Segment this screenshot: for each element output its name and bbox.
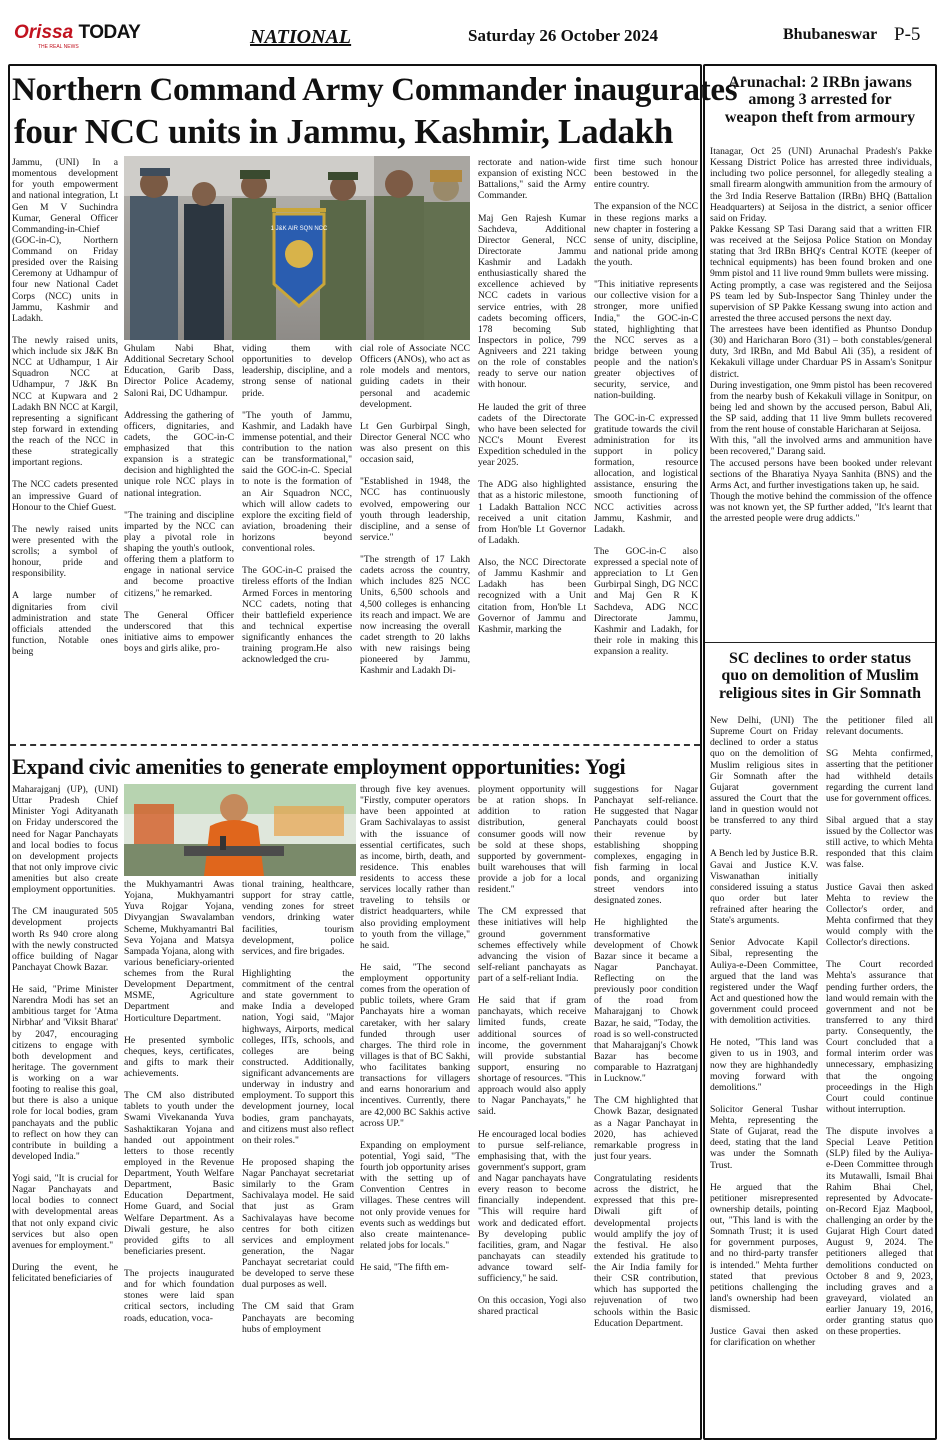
paragraph: Justice Gavai then asked Mehta to review the Collector's order, and Mehta confirmed that they would comply with the Collector's directions.	[826, 881, 933, 949]
article1-col6	[594, 157, 698, 742]
headline-line: Arunachal: 2 IRBn jawans	[728, 74, 912, 91]
paragraph: He lauded the grit of three cadets of the Directorate who have been selected for NCC's Mount Everest Expedition scheduled in the year 2025.	[478, 401, 586, 469]
paragraph: The GOC-in-C praised the tireless efforts of the Indian Armed Forces in mentoring NCC cadets, noting that their battlefield experience and technical expertise significantly enhances the training program.He also acknowledged the cru-	[242, 565, 352, 666]
paragraph: Also, the NCC Directorate of Jammu Kashmir and Ladakh has been recognized with a Unit citation from, Hon'ble Lt Governor of Jammu and Kashmir, marking the	[478, 557, 586, 635]
article2-headline	[707, 74, 933, 126]
paragraph: A large number of dignitaries from civil administration and state officials attended the function, Notable ones being	[12, 590, 118, 657]
paragraph: Ghulam Nabi Bhat, Additional Secretary School Education, Garib Dass, Director Police Academy, Saloni Rai, DC Udhampur.	[124, 343, 234, 399]
paragraph: Lt Gen Gurbirpal Singh, Director General NCC who was also present on this occasion said,	[360, 420, 470, 466]
paragraph: Acting promptly, a case was registered and the Seijosa PS team led by Sub-Inspector Sang Thinley under the supervision of SP Pakke Kessang swung into action and arrested the three accused persons the next day.	[710, 279, 932, 324]
paragraph: tional training, healthcare, support for stray cattle, vending zones for street vendors, drinking water facilities, tourism development, police services, and fire brigades.	[242, 879, 354, 957]
paragraph: The newly raised units, which include six J&K Bn NCC at Udhampur, 1 Air Squadron NCC at Udhampur, 7 J&K Bn NCC at Kupwara and 2 Ladakh BN NCC at Kargil, representing a significant step forward in extending the reach of the NCC in these strategically important regions.	[12, 334, 118, 469]
article4-col2	[124, 879, 234, 1439]
paragraph: cial role of Associate NCC Officers (ANOs), who act as role models and mentors, guiding cadets in their personal and academic development.	[360, 343, 470, 410]
paragraph: Solicitor General Tushar Mehta, representing the State of Gujarat, read the deed, stating that the land was under the Somnath Trust.	[710, 1103, 818, 1171]
paragraph: The GOC-in-C also expressed a special note of appreciation to Lt Gen Gurbirpal Singh, DG NCC and Maj Gen R K Sachdeva, ADG NCC Directorate Jammu, Kashmir and Ladakh, for their role in making this expansion a reality.	[594, 545, 698, 657]
page-number: P-5	[894, 24, 921, 45]
paragraph: The CM said that Gram Panchayats are becoming hubs of employment	[242, 1301, 354, 1335]
headline-line: religious sites in Gir Somnath	[718, 684, 922, 702]
masthead	[8, 22, 937, 62]
paragraph: He said that if gram panchayats, which receive limited funds, create additional sources of income, the government will provide substantial support, ensuring no shortage of resources. "This approach would also apply to Nagar Panchayats," he said.	[478, 995, 586, 1118]
paragraph: Addressing the gathering of officers, dignitaries, and cadets, the GOC-in-C emphasized that this expansion is a strategic decision and highlighted the unique role NCC plays in national integration.	[124, 409, 234, 499]
article1-col2	[124, 343, 234, 742]
paragraph: Maj Gen Rajesh Kumar Sachdeva, Additional Director General, NCC Directorate Jammu Kashmir and Ladakh enthusiastically shared the excellence achieved by NCC cadets in various service entries, with 28 cadets becoming officers, 178 becoming Sub Inspectors in police, 799 Agniveers and 221 taking on the role of constables ready to serve our nation with honour.	[478, 212, 586, 391]
paragraph: He said, "The second employment opportunity comes from the operation of public toilets, where Gram Panchayats hire a woman caretaker, with her salary funded through user charges. The third role in villages is that of BC Sakhi, who facilitates banking transactions for villagers and earns honorarium and incentives. Currently, there are 42,000 BC Sakhis active across UP."	[360, 961, 470, 1129]
paragraph: first time such honour been bestowed in the entire country.	[594, 157, 698, 191]
paragraph: During investigation, one 9mm pistol has been recovered from the nearby bush of Kekakuli village in Sonitpur, on being led and shown by the accused person, Babul Ali, the SP said, adding that 11 live 9mm bullets recovered from the rent house of constable Haricharan at Seijosa.	[710, 379, 932, 436]
paragraph: He said, "Prime Minister Narendra Modi has set an ambitious target for 'Atma Nirbhar' and 'Viksit Bharat' by 2047, encouraging citizens to engage with both development and heritage. The government is working on a war footing to realise this goal, but there is also a unique role for local bodies, gram panchayats and the public to reflect on how they can contribute in building a developed India."	[12, 984, 118, 1162]
paragraph: During the event, he felicitated beneficiaries of	[12, 1261, 118, 1284]
logo-today: TODAY	[78, 22, 141, 43]
section-title: NATIONAL	[250, 26, 352, 48]
article4-col6	[594, 784, 698, 1439]
paragraph: Yogi said, "It is crucial for Nagar Panchayats and local bodies to connect with developmental areas that not only expand civic services but also open avenues for employment."	[12, 1173, 118, 1251]
paragraph: New Delhi, (UNI) The Supreme Court on Friday declined to order a status quo on the demolition of Muslim religious sites in Gir Somnath after the Gujarat government assured the Court that the land in question would not be transferred to any third party.	[710, 715, 818, 838]
logo-orissa: Orissa	[14, 22, 74, 43]
paragraph: With this, "all the involved arms and ammunition have been recovered," Darang said.	[710, 435, 932, 458]
paragraph: Sibal argued that a stay issued by the Collector was still active, to which Mehta responded that this claim was false.	[826, 814, 933, 871]
article1-headline-line2: four NCC units in Jammu, Kashmir, Ladakh	[14, 112, 673, 151]
paragraph: He highlighted the transformative development of Chowk Bazar since it became a Nagar Panchayat. Reflecting on the previously poor condition of the road from Maharajganj to Chowk Bazar, he said, "Today, the road is so well-constructed that Maharajganj's Chowk Bazar has become comparable to Hazratganj in Lucknow."	[594, 917, 698, 1085]
paragraph: ployment opportunity will be at ration shops. In addition to ration distribution, general consumer goods will now be sold at these shops, supported by government-built warehouses that will provide a job for a local resident."	[478, 784, 586, 896]
paragraph: "This initiative represents our collective vision for a stronger, more unified India," the GOC-in-C stated, highlighting that the NCC serves as a bridge between young people and the nation's greater objectives of security, service, and nation-building.	[594, 279, 698, 402]
paragraph: On this occasion, Yogi also shared practical	[478, 1295, 586, 1318]
article3-col1	[710, 715, 818, 1437]
paragraph: "The strength of 17 Lakh cadets across the country, which includes 825 NCC Units, 6,500 schools and 4,500 colleges is enhancing its reach and impact. We are now increasing the overall cadet strength to 20 lakhs with new raisings being pioneered by Jammu, Kashmir and Ladakh Di-	[360, 554, 470, 677]
article1-col5	[478, 157, 586, 742]
paragraph: The Court recorded Mehta's assurance that pending further orders, the land would remain with the government and not be transferred to any third party. Consequently, the Court concluded that a formal interim order was unnecessary, emphasizing that the ongoing proceedings in the High Court could continue without interruption.	[826, 959, 933, 1115]
paragraph: He presented symbolic cheques, keys, certificates, and gifts to mark their achievements.	[124, 1034, 234, 1079]
article1-col3	[242, 343, 352, 742]
article4-col1	[12, 784, 118, 1439]
paragraph: He noted, "This land was given to us in 1903, and now they are highhandedly moving forward with demolitions."	[710, 1037, 818, 1093]
paragraph: through five key avenues. "Firstly, computer operators have been appointed at Gram Sachivalayas to assist with the issuance of essential certificates, such as income, birth, death, and residence. This enables residents to access these services locally rather than traveling to tehsils or district headquarters, while also providing employment to youth from the village," he said.	[360, 784, 470, 951]
paragraph: The CM highlighted that Chowk Bazar, designated as a Nagar Panchayat in 2020, has achieved remarkable progress in just four years.	[594, 1095, 698, 1162]
paragraph: the Mukhyamantri Awas Yojana, Mukhyamantri Yuva Rojgar Yojana, Divyangjan Swavalamban Scheme, Mukhyamantri Bal Seva Yojana and Matsya Sampada Yojana, along with various beneficiary-oriented schemes from the Rural Development Department, MSME, Agriculture Department and Horticulture Department.	[124, 879, 234, 1024]
paragraph: "The training and discipline imparted by the NCC can play a pivotal role in shaping the youth's outlook, offering them a platform to engage in national service and become proactive citizens," he remarked.	[124, 509, 234, 599]
paragraph: viding them with opportunities to develop leadership, discipline, and a strong sense of national pride.	[242, 343, 352, 399]
paragraph: SG Mehta confirmed, asserting that the petitioner had withheld details regarding the current land use for government offices.	[826, 748, 933, 804]
edition-city: Bhubaneswar	[783, 26, 878, 43]
paragraph: Justice Gavai then asked for clarification on whether	[710, 1326, 818, 1349]
paragraph: The newly raised units were presented with the scrolls; a symbol of honour, pride and responsibility.	[12, 523, 118, 580]
yogi-event-illustration	[124, 784, 356, 876]
paragraph: Highlighting the commitment of the central and state government to make India a developed nation, Yogi said, "Major highways, Airports, medical colleges, IITs, schools, and colleges are being constructed. Additionally, significant advancements are underway in industry and employment. To support this development journey, local bodies, gram panchayats, and citizens must also reflect on their roles."	[242, 967, 354, 1146]
article1-col1	[12, 157, 118, 742]
article-divider	[10, 744, 700, 746]
paragraph: The CM expressed that these initiatives will help ground government schemes effectively while advancing the vision of self-reliant panchayats as part of a self-reliant India.	[478, 906, 586, 984]
paragraph: The accused persons have been booked under relevant sections of the Bharatiya Nyaya Sanhita (BNS) and the Arms Act, and further investigations taken up, he said.	[710, 457, 932, 491]
paragraph: Congratulating residents across the district, he expressed that this pre-Diwali gift of developmental projects would amplify the joy of the festival. He also extended his gratitude to the Air India family for their CSR contribution, which has supported the rejuvenation of two schools within the Basic Education Department.	[594, 1173, 698, 1329]
paragraph: The dispute involves a Special Leave Petition (SLP) filed by the Auliya-e-Deen Committee through its Mutawalli, Ismail Bhai Rahim Bhai Chel, represented by Advocate-on-Record Ejaz Maqbool, challenging an order by the Gujarat High Court dated August 9, 2024. The petitioners alleged that demolitions conducted on October 8 and 9, 2023, including graves and a graveyard, violated an earlier January 19, 2016, order granting status quo on these properties.	[826, 1126, 933, 1338]
paragraph: He encouraged local bodies to pursue self-reliance, emphasising that, with the government's support, gram and Nagar panchayats have every reason to become financially independent. "This will require hard work and dedicated effort. By developing public facilities, gram, and Nagar panchayats can steadily advance toward self-sufficiency," he said.	[478, 1128, 586, 1285]
headline-line: among 3 arrested for	[748, 91, 892, 109]
paragraph: The CM inaugurated 505 development projects worth Rs 940 crore along with the newly constructed office building of Nagar Panchayat Chowk Bazar.	[12, 906, 118, 973]
ncc-ceremony-photo	[124, 156, 470, 340]
paragraph: the petitioner filed all relevant documents.	[826, 715, 933, 738]
paragraph: A Bench led by Justice B.R. Gavai and Justice K.V. Viswanathan initially considered issuing a status quo order but later refrained after hearing the State's arguments.	[710, 848, 818, 927]
paragraph: suggestions for Nagar Panchayat self-reliance. He suggested that Nagar Panchayats could boost their revenue by establishing shopping complexes, engaging in fish farming in local ponds, and organizing street vendors into designated zones.	[594, 784, 698, 907]
paragraph: Expanding on employment potential, Yogi said, "The fourth job opportunity arises with the setting up of Convention Centres in villages. These centres will not only provide venues for events such as weddings but also create maintenance-related jobs for locals."	[360, 1139, 470, 1251]
paragraph: Maharajganj (UP), (UNI) Uttar Pradesh Chief Minister Yogi Adityanath on Friday underscored the need for Nagar Panchayats and local bodies to focus on development projects that not only improve civic amenities but also create employment opportunities.	[12, 784, 118, 896]
paragraph: The General Officer underscored that this initiative aims to empower boys and girls alike, pro-	[124, 609, 234, 654]
article2-body	[710, 146, 932, 640]
article1-headline-line1: Northern Command Army Commander inaugurates	[12, 72, 738, 108]
paragraph: The GOC-in-C expressed gratitude towards the civil administration for its support in policy formation, resource allocation, and logistical assistance, ensuring the smooth functioning of NCC activities across Jammu, Kashmir, and Ladakh.	[594, 412, 698, 535]
paragraph: rectorate and nation-wide expansion of existing NCC Battalions," said the Army Commander.	[478, 157, 586, 202]
issue-date: Saturday 26 October 2024	[468, 26, 658, 45]
article4-col3	[242, 879, 354, 1439]
paragraph: Though the motive behind the commission of the offence was not known yet, the SP further added, "It's learnt that the arrested people were drug addicts."	[710, 490, 932, 525]
paragraph: The ADG also highlighted that as a historic milestone, 1 Ladakh Battalion NCC received a unit citation from Hon'ble Lt Governor of Ladakh.	[478, 479, 586, 546]
paragraph: "Established in 1948, the NCC has continuously evolved, empowering our youth through leadership, discipline, and a sense of service."	[360, 476, 470, 543]
paragraph: The expansion of the NCC in these regions marks a new chapter in fostering a sense of unity, discipline, and national pride among the youth.	[594, 201, 698, 268]
yogi-event-photo	[124, 784, 356, 876]
article4-headline: Expand civic amenities to generate employment opportunities: Yogi	[12, 754, 626, 779]
headline-line: weapon theft from armoury	[724, 108, 916, 126]
paragraph: He argued that the petitioner misrepresented ownership details, pointing out, "This land is with the Somnath Trust; it is used for government purposes, and no third-party transfer is intended." Mehta further stated that previous petitions challenging the land's ownership had been dismissed.	[710, 1181, 818, 1315]
paragraph: Senior Advocate Kapil Sibal, representing the Auliya-e-Deen Committee, argued that the land was registered under the Waqf Act and questioned how the government could proceed with demolition activities.	[710, 937, 818, 1027]
newspaper-logo	[14, 22, 140, 44]
paragraph: Pakke Kessang SP Tasi Darang said that a written FIR was received at the Seijosa Police Station on Monday stating that 3rd IRBn BHQ's Central KOTE (keeper of technical equipments) has been found broken and one 9mm pistol and 11 live round 9mm bullets were missing.	[710, 223, 932, 280]
paragraph: The CM also distributed tablets to youth under the Swami Vivekananda Yuva Sashaktikaran Yojana and handed out appointment letters to those recently employed in the Revenue Department, Youth Welfare Department, Basic Education Department, Home Guard, and Social Welfare Department. As a Diwali gesture, he also provided gifts to all beneficiaries present.	[124, 1090, 234, 1257]
paragraph: The NCC cadets presented an impressive Guard of Honour to the Chief Guest.	[12, 479, 118, 513]
article1-col4	[360, 343, 470, 742]
article4-col4	[360, 784, 470, 1439]
banner-text: 1 J&K AIR SQN NCC	[270, 226, 328, 232]
article4-col5	[478, 784, 586, 1439]
side-article-divider	[705, 642, 935, 643]
paragraph: The arrestees have been identified as Phuntso Dondup (30) and Haricharan Boro (31) – both constables/general duty, 3rd IRBn, and Md Babul Ali (35), a resident of Kekakuli village under Charduar PS in Assam's Sonitpur district.	[710, 324, 932, 380]
paragraph: He said, "The fifth em-	[360, 1262, 449, 1273]
logo-tagline: THE REAL NEWS	[38, 44, 79, 50]
paragraph: He proposed shaping the Nagar Panchayat secretariat similarly to the Gram Sachivalaya model. He said that just as Gram Sachivalayas have become centres for both citizen services and employment generation, the Nagar Panchayat secretariat could be developed to serve these dual purposes as well.	[242, 1156, 354, 1291]
paragraph: Itanagar, Oct 25 (UNI) Arunachal Pradesh's Pakke Kessang District Police has arrested three individuals, including two police personnel, for allegedly stealing a small firearm alongwith ammunition from the armoury of the 3rd India Reserve Battalion (IRBn) BHQ (Battalion Headquarters) at Seijosa in the district, a senior officer said on Friday.	[710, 146, 932, 224]
article3-col2	[826, 715, 933, 1437]
paragraph: "The youth of Jammu, Kashmir, and Ladakh have immense potential, and their contribution to the nation can be transformational," said the GOC-in-C. Special to note is the formation of an Air Squadron NCC, which will allow cadets to explore the exciting field of aviation, broadening their horizons beyond conventional roles.	[242, 409, 352, 555]
headline-line: SC declines to order status	[729, 650, 911, 667]
article3-headline	[707, 650, 933, 702]
ncc-ceremony-illustration	[124, 156, 470, 340]
paragraph: The projects inaugurated and for which foundation stones were laid span critical sectors, including roads, education, voca-	[124, 1268, 234, 1324]
headline-line: quo on demolition of Muslim	[721, 667, 919, 685]
paragraph: Jammu, (UNI) In a momentous development for youth empowerment and national integration, Lt Gen M V Suchindra Kumar, General Officer Commanding-in-Chief (GOC-in-C), Northern Command on Friday presided over the Raising Ceremony at Udhampur of four new National Cadet Corps (NCC) units in Jammu, Kashmir and Ladakh.	[12, 157, 118, 324]
